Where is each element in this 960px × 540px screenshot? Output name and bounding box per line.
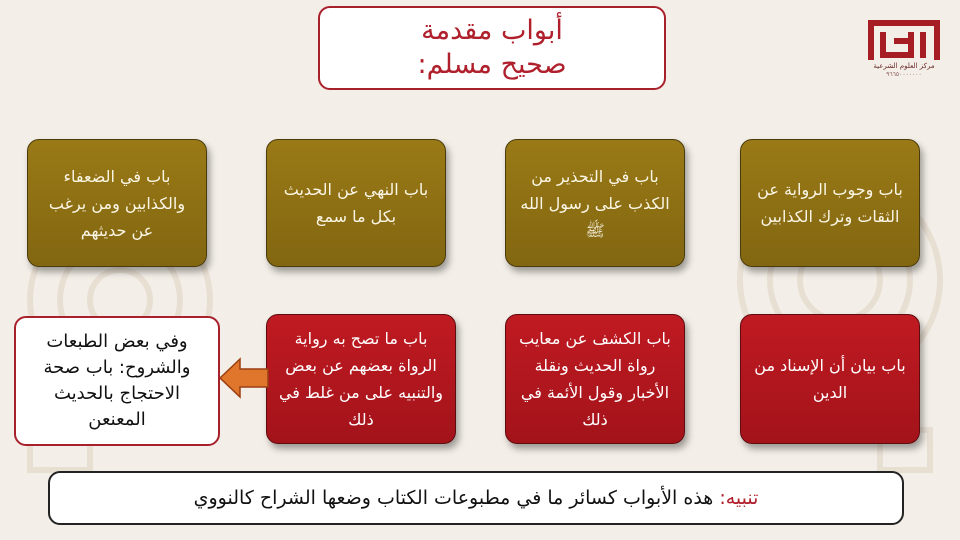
- chapter-card-6: [505, 314, 685, 444]
- title-line-2: صحيح مسلم:: [417, 49, 567, 80]
- ihkam-logo-icon: [866, 18, 942, 62]
- chapter-card-label: باب في التحذير من الكذب على رسول الله ﷺ: [520, 166, 670, 240]
- chapter-card-label: باب ما تصح به رواية الرواة بعضهم عن بعض والتنبيه على من غلط في ذلك: [278, 329, 444, 429]
- chapter-card-label: باب في الضعفاء والكذابين ومن يرغب عن حديثهم: [48, 166, 186, 240]
- footer-note-box: [48, 471, 904, 525]
- chapter-card-2: [505, 139, 685, 267]
- chapter-card-label: باب النهي عن الحديث بكل ما سمع: [283, 180, 429, 226]
- chapter-card-label: باب بيان أن الإسناد من الدين: [754, 356, 906, 402]
- chapter-card-label: باب الكشف عن معايب رواة الحديث ونقلة الأخبار وقول الأئمة في ذلك: [519, 329, 671, 429]
- title-line-1: أبواب مقدمة: [421, 15, 563, 46]
- title-box: [318, 6, 666, 90]
- arrow-left-icon: [218, 356, 270, 400]
- logo-subtitle: مركز العلوم الشرعية: [873, 62, 935, 70]
- chapter-card-5: [740, 314, 920, 444]
- chapter-card-4: [27, 139, 207, 267]
- side-note-box: [14, 316, 220, 446]
- footer-note-text: هذه الأبواب كسائر ما في مطبوعات الكتاب وضعها الشراح كالنووي: [193, 487, 714, 509]
- chapter-card-1: [740, 139, 920, 267]
- logo-number: ٩٦٦٥٠٠٠٠٠٠٠: [886, 71, 922, 78]
- chapter-card-3: [266, 139, 446, 267]
- chapter-card-7: [266, 314, 456, 444]
- side-note-text: وفي بعض الطبعات والشروح: باب صحة الاحتجاج بالحديث المعنعن: [43, 331, 191, 430]
- logo: [866, 18, 942, 86]
- chapter-card-label: باب وجوب الرواية عن الثقات وترك الكذابين: [757, 180, 903, 226]
- footer-note-label: تنبيه:: [719, 487, 759, 509]
